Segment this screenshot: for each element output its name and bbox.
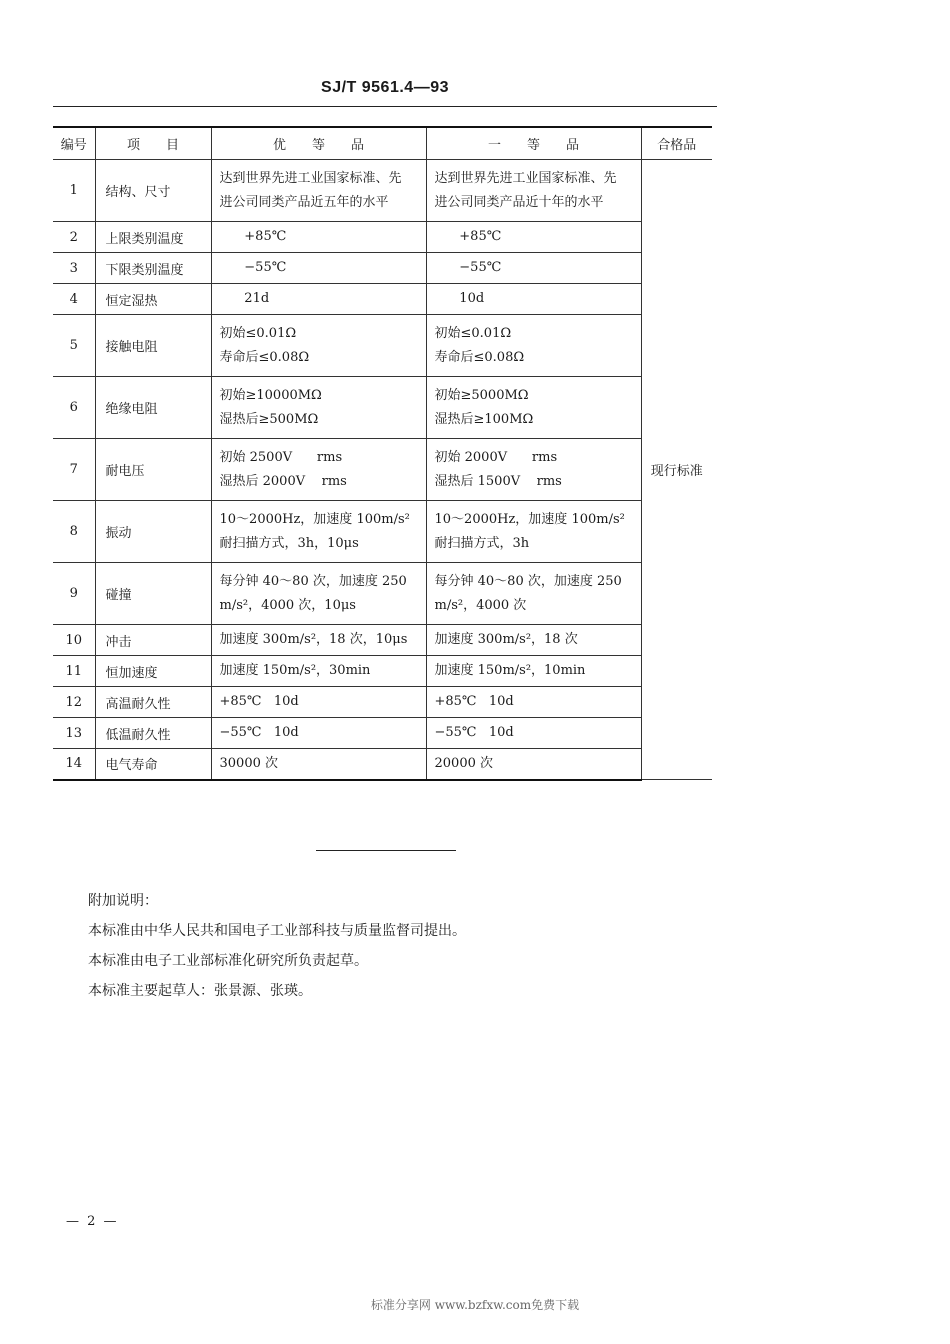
first-class-cell	[426, 656, 641, 687]
superior-grade-cell	[211, 563, 426, 625]
first-class-cell	[426, 625, 641, 656]
superior-grade-cell	[211, 315, 426, 377]
first-class-cell	[426, 284, 641, 315]
spec-line: 耐扫描方式，3h，10μs	[219, 535, 359, 551]
spec-line: 10～2000Hz，加速度 100m/s²	[434, 511, 625, 527]
notes-line: 本标准主要起草人：张景源、张瑛。	[88, 983, 312, 999]
header-first-class: 一 等 品	[426, 127, 641, 160]
header-no: 编号	[53, 127, 95, 160]
row-number: 12	[53, 687, 95, 718]
table-row	[53, 687, 712, 718]
spec-line: 湿热后 1500V rms	[434, 473, 562, 489]
row-number: 14	[53, 749, 95, 780]
notes-heading: 附加说明：	[88, 893, 158, 909]
notes-line: 本标准由中华人民共和国电子工业部科技与质量监督司提出。	[88, 923, 466, 939]
spec-line: 初始≥5000MΩ	[434, 387, 529, 403]
item-name: 下限类别温度	[95, 253, 211, 284]
first-class-cell	[426, 253, 641, 284]
spec-line: 10～2000Hz，加速度 100m/s²	[219, 511, 410, 527]
spec-line: 进公司同类产品近十年的水平	[434, 194, 604, 210]
row-number: 5	[53, 315, 95, 377]
spec-line: m/s²，4000 次，10μs	[219, 597, 356, 613]
superior-grade-cell	[211, 501, 426, 563]
spec-line: 初始≤0.01Ω	[434, 325, 512, 341]
table-row	[53, 315, 712, 377]
item-name: 低温耐久性	[95, 718, 211, 749]
spec-line: 20000 次	[434, 755, 493, 771]
spec-line: 初始 2500V rms	[219, 449, 343, 465]
header-rule	[53, 106, 717, 107]
first-class-cell	[426, 718, 641, 749]
row-number: 9	[53, 563, 95, 625]
first-class-cell	[426, 160, 641, 222]
spec-line: 湿热后≥500MΩ	[219, 411, 319, 427]
spec-line: 达到世界先进工业国家标准、先	[219, 170, 402, 186]
spec-line: +85℃ 10d	[219, 694, 299, 709]
item-name: 碰撞	[95, 563, 211, 625]
spec-table	[53, 126, 712, 781]
row-number: 10	[53, 625, 95, 656]
spec-line: 湿热后 2000V rms	[219, 473, 347, 489]
spec-line: +85℃ 10d	[434, 694, 514, 709]
spec-line: 30000 次	[219, 755, 278, 771]
superior-grade-cell	[211, 749, 426, 780]
table-row	[53, 253, 712, 284]
spec-line: 湿热后≥100MΩ	[434, 411, 534, 427]
table-row	[53, 160, 712, 222]
superior-grade-cell	[211, 377, 426, 439]
item-name: 冲击	[95, 625, 211, 656]
spec-line: 加速度 300m/s²，18 次	[434, 632, 578, 647]
row-number: 6	[53, 377, 95, 439]
watermark: 标准分享网 www.bzfxw.com免费下载	[370, 1298, 580, 1312]
spec-line: 达到世界先进工业国家标准、先	[434, 170, 617, 186]
spec-line: −55℃	[434, 260, 502, 275]
spec-line: 初始 2000V rms	[434, 449, 558, 465]
page-number: — 2 —	[66, 1214, 119, 1229]
row-number: 13	[53, 718, 95, 749]
item-name: 恒定湿热	[95, 284, 211, 315]
spec-line: 加速度 300m/s²，18 次，10μs	[219, 632, 408, 647]
superior-grade-cell	[211, 718, 426, 749]
first-class-cell	[426, 315, 641, 377]
row-number: 11	[53, 656, 95, 687]
item-name: 耐电压	[95, 439, 211, 501]
table-row	[53, 439, 712, 501]
spec-line: 进公司同类产品近五年的水平	[219, 194, 389, 210]
spec-line: 21d	[219, 291, 270, 306]
item-name: 恒加速度	[95, 656, 211, 687]
spec-line: 每分钟 40～80 次，加速度 250	[434, 573, 622, 589]
table-row	[53, 625, 712, 656]
spec-line: 10d	[434, 291, 485, 306]
superior-grade-cell	[211, 253, 426, 284]
first-class-cell	[426, 563, 641, 625]
table-row	[53, 656, 712, 687]
superior-grade-cell	[211, 284, 426, 315]
document-code: SJ/T 9561.4—93	[321, 79, 449, 96]
spec-line: 寿命后≤0.08Ω	[434, 349, 525, 365]
header-item: 项 目	[95, 127, 211, 160]
table-body	[53, 160, 712, 780]
spec-line: 寿命后≤0.08Ω	[219, 349, 310, 365]
spec-line: 每分钟 40～80 次，加速度 250	[219, 573, 407, 589]
table-row	[53, 377, 712, 439]
table-row	[53, 222, 712, 253]
spec-line: m/s²，4000 次	[434, 597, 527, 613]
spec-line: 初始≤0.01Ω	[219, 325, 297, 341]
table-row	[53, 718, 712, 749]
spec-line: −55℃	[219, 260, 287, 275]
spec-line: +85℃	[219, 229, 287, 244]
first-class-cell	[426, 501, 641, 563]
table-row	[53, 501, 712, 563]
item-name: 振动	[95, 501, 211, 563]
superior-grade-cell	[211, 222, 426, 253]
header-qualified: 合格品	[641, 127, 712, 160]
row-number: 8	[53, 501, 95, 563]
item-name: 接触电阻	[95, 315, 211, 377]
header-superior: 优 等 品	[211, 127, 426, 160]
item-name: 高温耐久性	[95, 687, 211, 718]
item-name: 结构、尺寸	[95, 160, 211, 222]
row-number: 1	[53, 160, 95, 222]
table-row	[53, 749, 712, 780]
superior-grade-cell	[211, 160, 426, 222]
first-class-cell	[426, 439, 641, 501]
first-class-cell	[426, 749, 641, 780]
qualified-grade-cell: 现行标准	[641, 160, 712, 780]
spec-line: 耐扫描方式，3h	[434, 535, 530, 551]
table-row	[53, 563, 712, 625]
superior-grade-cell	[211, 656, 426, 687]
first-class-cell	[426, 222, 641, 253]
item-name: 电气寿命	[95, 749, 211, 780]
row-number: 2	[53, 222, 95, 253]
superior-grade-cell	[211, 625, 426, 656]
end-rule	[316, 850, 456, 851]
row-number: 4	[53, 284, 95, 315]
superior-grade-cell	[211, 687, 426, 718]
first-class-cell	[426, 687, 641, 718]
notes-line: 本标准由电子工业部标准化研究所负责起草。	[88, 953, 368, 969]
row-number: 3	[53, 253, 95, 284]
spec-line: 初始≥10000MΩ	[219, 387, 322, 403]
row-number: 7	[53, 439, 95, 501]
superior-grade-cell	[211, 439, 426, 501]
spec-line: −55℃ 10d	[219, 725, 299, 740]
item-name: 绝缘电阻	[95, 377, 211, 439]
spec-line: 加速度 150m/s²，30min	[219, 663, 371, 678]
table-header-row	[53, 127, 712, 160]
spec-line: 加速度 150m/s²，10min	[434, 663, 586, 678]
item-name: 上限类别温度	[95, 222, 211, 253]
first-class-cell	[426, 377, 641, 439]
table-row	[53, 284, 712, 315]
additional-notes	[88, 886, 466, 1006]
spec-line: +85℃	[434, 229, 502, 244]
spec-line: −55℃ 10d	[434, 725, 514, 740]
